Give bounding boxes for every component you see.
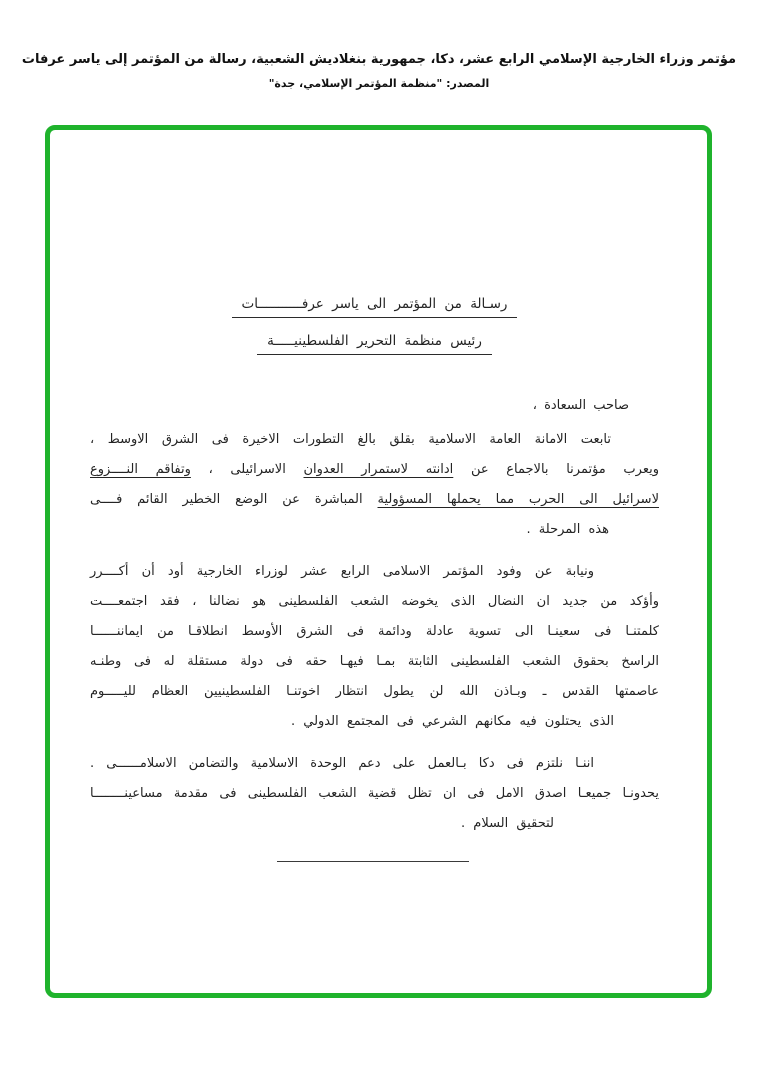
letter-line [90,557,659,587]
text-segment: ويعرب مؤتمرنا بالاجماع عن [453,462,660,477]
paragraph [90,425,659,545]
text-segment: اننـا نلتزم فى دكا بـالعمل على دعم الوحدة الاسلامية والتضامن الاسلامــــــى . [90,756,594,771]
letter-title-row-1 [90,296,659,318]
text-segment: عاصمتها القدس ـ وبـاذن الله لن يطول انتظار اخوتنـا الفلسطينيين العظام لليـــــوم [90,684,659,699]
paragraph [90,749,659,839]
caption-source: المصدر: "منظمة المؤتمر الإسلامي، جدة" [268,77,490,90]
text-segment: كلمتنـا فى سعينـا الى تسوية عادلة ودائمة فى الشرق الأوسط انطلاقـا من ايماننــــــا [90,624,659,639]
caption-title: مؤتمر وزراء الخارجية الإسلامي الرابع عشر، دكا، جمهورية بنغلاديش الشعبية، رسالة من المؤتمر إلى ياسر عرفات [21,52,737,67]
text-segment: يحدونـا جميعـا اصدق الامل فى ان تظل قضية الشعب الفلسطينى فى مقدمة مساعينــــــــا [90,786,659,801]
text-segment: الذى يحتلون فيه مكانهم الشرعي فى المجتمع الدولي . [290,714,614,729]
underlined-text: وتفاقم النــــزوع [90,462,191,477]
letter-line [90,809,659,839]
text-segment: وأؤكد من جديد ان النضال الذى يخوضه الشعب الفلسطينى هو نضالنا ، فقد اجتمعــــت [90,594,659,609]
letter-scan [90,296,659,862]
letter-line [90,455,659,485]
letter-title-line1: رسـالة من المؤتمر الى ياسر عرفـــــــــــات [232,296,518,318]
salutation: صاحب السعادة ، [532,398,629,413]
text-segment: الراسخ بحقوق الشعب الفلسطينى الثابتة بمـا فيهـا حقه فى دولة مستقلة له فى وطنـه [90,654,659,669]
letter-line [90,485,659,515]
letter-title-line2: رئيس منظمة التحرير الفلسطينيـــــة [257,333,492,355]
letter-body [90,425,659,839]
letter-line [90,707,659,737]
text-segment: لتحقيق السلام . [461,816,554,831]
letter-title-row-2 [90,333,659,355]
caption [20,50,738,90]
text-segment: تابعت الامانة العامة الاسلامية بقلق بالغ التطورات الاخيرة فى الشرق الاوسط ، [90,432,611,447]
letter-line [90,749,659,779]
text-segment: الاسرائيلى ، [190,462,304,477]
text-segment: هذه المرحلة . [526,522,609,537]
paragraph [90,557,659,737]
letter-line [90,617,659,647]
text-segment: ونيابة عن وفود المؤتمر الاسلامى الرابع عشر لوزراء الخارجية أود أن أكــــرر [90,564,594,579]
letter-line [90,647,659,677]
document-frame [45,125,712,998]
letter-line [90,587,659,617]
letter-line [90,677,659,707]
signature-divider [277,861,469,862]
letter-line [90,425,659,455]
underlined-text: ادانته لاستمرار العدوان [303,462,454,477]
letter-line [90,779,659,809]
underlined-text: لاسرائيل الى الحرب مما يحملها المسؤولية [377,492,659,507]
text-segment: المباشرة عن الوضع الخطير القائم فــــى [90,492,378,507]
letter-line [90,515,659,545]
